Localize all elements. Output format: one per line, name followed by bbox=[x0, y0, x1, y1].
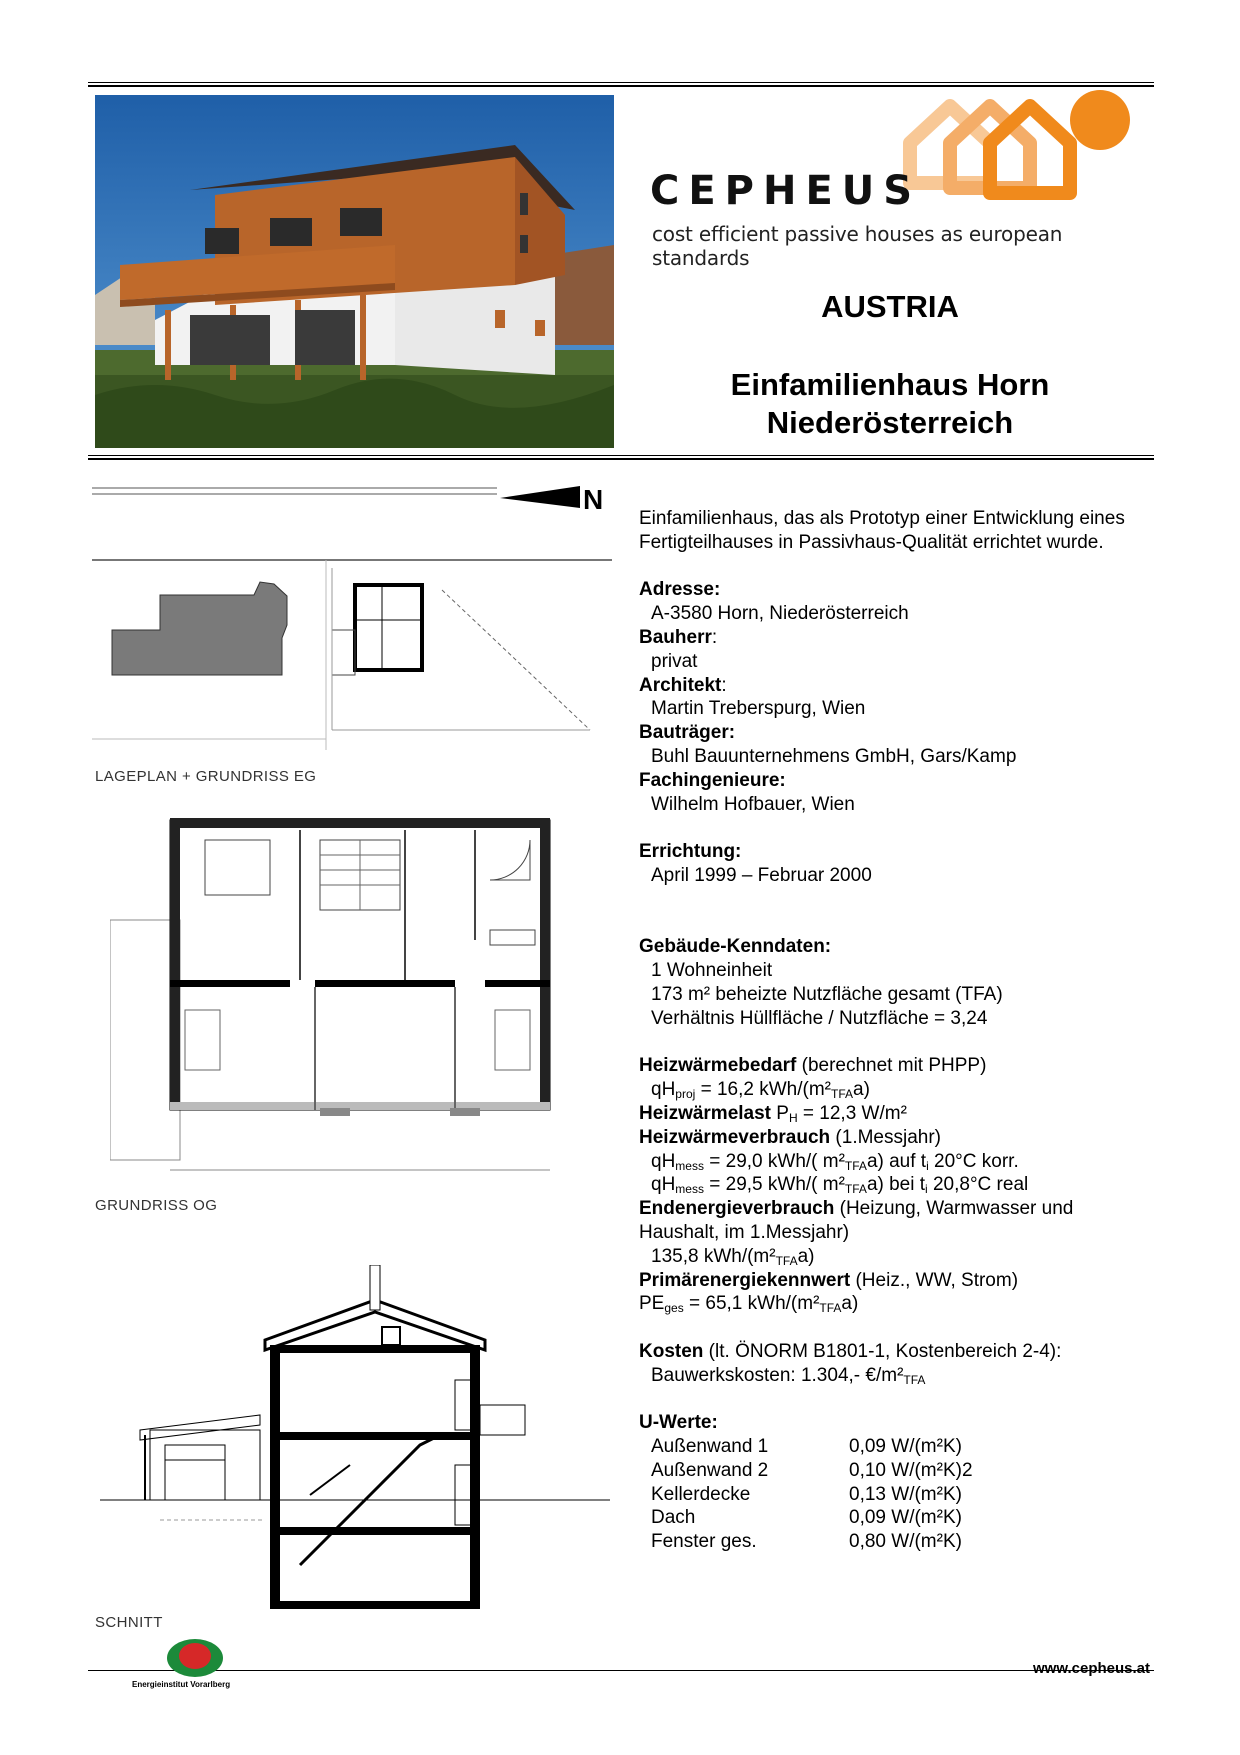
heat-load-symbol: P bbox=[771, 1102, 789, 1124]
final-energy-value-line bbox=[639, 1245, 1139, 1269]
costs-label: Kosten bbox=[639, 1340, 704, 1362]
floor-plan-drawing bbox=[110, 810, 610, 1190]
client-label: Bauherr bbox=[639, 626, 712, 648]
north-label: N bbox=[583, 484, 604, 515]
heat-load-line bbox=[639, 1102, 1139, 1126]
qh-proj-line bbox=[639, 1078, 1139, 1102]
qh-mess-2-tail: a) bei t bbox=[866, 1174, 926, 1196]
section-drawing bbox=[100, 1265, 620, 1620]
qh-proj-value: = 16,2 kWh/(m² bbox=[695, 1079, 831, 1101]
costs-value: Bauwerkskosten: 1.304,- €/m² bbox=[651, 1364, 904, 1386]
engineers-label: Fachingenieure: bbox=[639, 769, 786, 791]
costs-value-line bbox=[639, 1364, 1139, 1388]
site-plan-caption: LAGEPLAN + GRUNDRISS EG bbox=[95, 768, 317, 785]
u-value-value: 0,10 W/(m²K)2 bbox=[849, 1459, 973, 1481]
footer-url[interactable]: www.cepheus.at bbox=[1033, 1660, 1150, 1677]
section-caption: SCHNITT bbox=[95, 1614, 163, 1631]
qh-mess-1-tail: a) auf t bbox=[866, 1150, 927, 1172]
project-title-line2: Niederösterreich bbox=[766, 405, 1014, 440]
client-value: privat bbox=[651, 650, 698, 672]
ti-sub: i bbox=[926, 1158, 929, 1173]
u-value-row bbox=[639, 1459, 1139, 1483]
construction-value: April 1999 – Februar 2000 bbox=[651, 864, 872, 886]
heat-demand-note: (berechnet mit PHPP) bbox=[796, 1055, 987, 1077]
u-value-row bbox=[639, 1483, 1139, 1507]
costs-line bbox=[639, 1340, 1139, 1364]
primary-energy-label: Primärenergiekennwert bbox=[639, 1269, 851, 1291]
qh-mess-sub: mess bbox=[675, 1182, 704, 1197]
u-value-row bbox=[639, 1435, 1139, 1459]
header-bottom-rule bbox=[88, 455, 1154, 456]
u-value-name: Außenwand 1 bbox=[651, 1436, 769, 1458]
engineers-value: Wilhelm Hofbauer, Wien bbox=[651, 793, 855, 815]
primary-energy-note: (Heiz., WW, Strom) bbox=[850, 1269, 1019, 1291]
address-label: Adresse: bbox=[639, 579, 721, 601]
top-rule-double bbox=[88, 85, 1154, 87]
energieinstitut-icon bbox=[165, 1636, 225, 1678]
u-value-row bbox=[639, 1530, 1139, 1554]
developer-value: Buhl Bauunternehmens GmbH, Gars/Kamp bbox=[651, 745, 1017, 767]
primary-energy-line bbox=[639, 1269, 1139, 1293]
consumption-label: Heizwärmeverbrauch bbox=[639, 1126, 831, 1148]
pe-tail: a) bbox=[841, 1293, 859, 1315]
project-title-line1: Einfamilienhaus Horn bbox=[730, 367, 1050, 402]
heat-load-value: = 12,3 W/m² bbox=[797, 1102, 907, 1124]
consumption-note: (1.Messjahr) bbox=[830, 1126, 942, 1148]
architect-value: Martin Treberspurg, Wien bbox=[651, 698, 866, 720]
qh-mess-sub: mess bbox=[675, 1158, 704, 1173]
final-energy-line bbox=[639, 1197, 1139, 1245]
logo-wordmark: CEPHEUS bbox=[650, 168, 922, 214]
pe-symbol: PE bbox=[639, 1293, 665, 1315]
qh-proj-sub: proj bbox=[675, 1087, 696, 1102]
qh-mess-1-line bbox=[639, 1150, 1139, 1174]
costs-sub: TFA bbox=[903, 1372, 926, 1387]
tfa-sub: TFA bbox=[830, 1087, 853, 1102]
u-value-value: 0,09 W/(m²K) bbox=[849, 1436, 962, 1458]
site-plan-drawing bbox=[92, 480, 622, 750]
qh-mess-symbol: qH bbox=[651, 1150, 676, 1172]
u-value-name: Außenwand 2 bbox=[651, 1459, 769, 1481]
tfa-sub: TFA bbox=[844, 1158, 867, 1173]
qh-mess-2-value: = 29,5 kWh/( m² bbox=[703, 1174, 845, 1196]
cepheus-logo bbox=[640, 88, 1140, 270]
costs-note: (lt. ÖNORM B1801-1, Kostenbereich 2-4): bbox=[703, 1340, 1062, 1362]
u-values-label: U-Werte: bbox=[639, 1412, 718, 1434]
ti-sub: i bbox=[925, 1182, 928, 1197]
final-energy-tail: a) bbox=[797, 1245, 815, 1267]
pe-line bbox=[639, 1292, 1139, 1316]
developer-label: Bauträger: bbox=[639, 722, 736, 744]
heat-demand-line bbox=[639, 1054, 1139, 1078]
qh-mess-1-end: 20°C korr. bbox=[928, 1150, 1019, 1172]
qh-mess-1-value: = 29,0 kWh/( m² bbox=[703, 1150, 845, 1172]
u-value-value: 0,09 W/(m²K) bbox=[849, 1507, 962, 1529]
construction-label: Errichtung: bbox=[639, 841, 742, 863]
house-photo bbox=[95, 95, 614, 448]
final-energy-value: 135,8 kWh/(m² bbox=[651, 1245, 776, 1267]
building-ratio: Verhältnis Hüllfläche / Nutzfläche = 3,24 bbox=[651, 1007, 988, 1029]
qh-mess-2-line bbox=[639, 1173, 1139, 1197]
top-rule bbox=[88, 82, 1154, 83]
u-value-name: Fenster ges. bbox=[651, 1531, 757, 1553]
building-units: 1 Wohneinheit bbox=[651, 960, 773, 982]
description: Einfamilienhaus, das als Prototyp einer Entwicklung eines Fertigteilhauses in Passivhaus-Qualität errichtet wurde. bbox=[639, 508, 1125, 553]
pe-value: = 65,1 kWh/(m² bbox=[683, 1293, 820, 1315]
energieinstitut-logo bbox=[120, 1636, 280, 1696]
qh-proj-symbol: qH bbox=[651, 1079, 676, 1101]
building-area: 173 m² beheizte Nutzfläche gesamt (TFA) bbox=[651, 983, 1003, 1005]
u-value-name: Dach bbox=[651, 1507, 696, 1529]
floor-plan-caption: GRUNDRISS OG bbox=[95, 1197, 218, 1214]
building-data-label: Gebäude-Kenndaten: bbox=[639, 936, 832, 958]
u-value-value: 0,80 W/(m²K) bbox=[849, 1531, 962, 1553]
u-value-row bbox=[639, 1506, 1139, 1530]
final-energy-note: (Heizung, Warmwasser und Haushalt, im 1.Messjahr) bbox=[639, 1198, 1074, 1243]
tfa-sub: TFA bbox=[844, 1182, 867, 1197]
u-value-name: Kellerdecke bbox=[651, 1483, 751, 1505]
consumption-line bbox=[639, 1126, 1139, 1150]
final-energy-label: Endenergieverbrauch bbox=[639, 1198, 835, 1220]
logo-houses-icon bbox=[890, 88, 1140, 213]
north-arrow-icon bbox=[500, 482, 590, 512]
pe-sub: ges bbox=[664, 1301, 684, 1316]
qh-proj-tail: a) bbox=[853, 1079, 870, 1101]
header-bottom-rule-double bbox=[88, 458, 1154, 460]
tfa-sub: TFA bbox=[775, 1253, 798, 1268]
country-heading: AUSTRIA bbox=[821, 289, 959, 324]
info-column: Einfamilienhaus, das als Prototyp einer Entwicklung eines Fertigteilhauses in Passivhaus-Qualität errichtet wurde. Adresse: A-3580 Horn, Niederösterreich Bauherr: privat Architekt: Martin Treberspurg, Wien Bauträger: Buhl Bauunternehmens GmbH, Gars/Kamp Fachingenieure: Wilhelm Hofbauer, Wien Errichtung: April 1999 – Februar 2000 Gebäude-Kenndaten: 1 Wohneinheit 173 m² beheizte Nutzfläche gesamt (TFA) Verhältnis Hüllfläche / Nutzfläche = 3,24 Heizwärmebedarf (berechnet mit PHPP) $qH_{proj} = 16,2$ kWh/$(m^2_{TFA}a)$ Heizwärmelast $P_H = 12,3$ W/m² Heizwärmeverbrauch (1.Messjahr) $qH_{mess} = 29,0$ kWh/( $m^2_{TFA}a$) auf $t_i$ 20°C korr. $qH_{mess} = 29,5$ kWh/( $m^2_{TFA}a$) bei $t_i$ 20,8°C real Endenergieverbrauch (Heizung, Warmwasser und Haushalt, im 1.Messjahr) 135,8 kWh/$(m^2_{TFA}a)$ Primärenergiekennwert (Heiz., WW, Strom) $PE_{ges} = 65,1$ kWh/$(m^2_{TFA}a)$ Kosten (lt. ÖNORM B1801-1, Kostenbereich 2-4): Bauwerkskosten: 1.304,- $€/m^2_{TFA}$ U-Werte: Außenwand 1 0,09 W/(m²K) Außenwand 2 0,10 W/(m²K)2 Kellerdecke 0,13 W/(m²K) Dach 0,09 W/(m²K) Fenster ges. 0,80 W/(m²K) bbox=[639, 507, 1139, 1554]
heat-demand-label: Heizwärmebedarf bbox=[639, 1055, 797, 1077]
logo-tagline: cost efficient passive houses as european standards bbox=[652, 222, 1063, 270]
u-value-value: 0,13 W/(m²K) bbox=[849, 1483, 962, 1505]
energieinstitut-name: Energieinstitut Vorarlberg bbox=[132, 1680, 231, 1689]
qh-mess-symbol: qH bbox=[651, 1174, 676, 1196]
heat-load-sub: H bbox=[788, 1110, 798, 1125]
architect-label: Architekt bbox=[639, 674, 722, 696]
address-value: A-3580 Horn, Niederösterreich bbox=[651, 603, 909, 625]
heat-load-label: Heizwärmelast bbox=[639, 1102, 772, 1124]
tfa-sub: TFA bbox=[819, 1301, 842, 1316]
qh-mess-2-end: 20,8°C real bbox=[927, 1174, 1029, 1196]
